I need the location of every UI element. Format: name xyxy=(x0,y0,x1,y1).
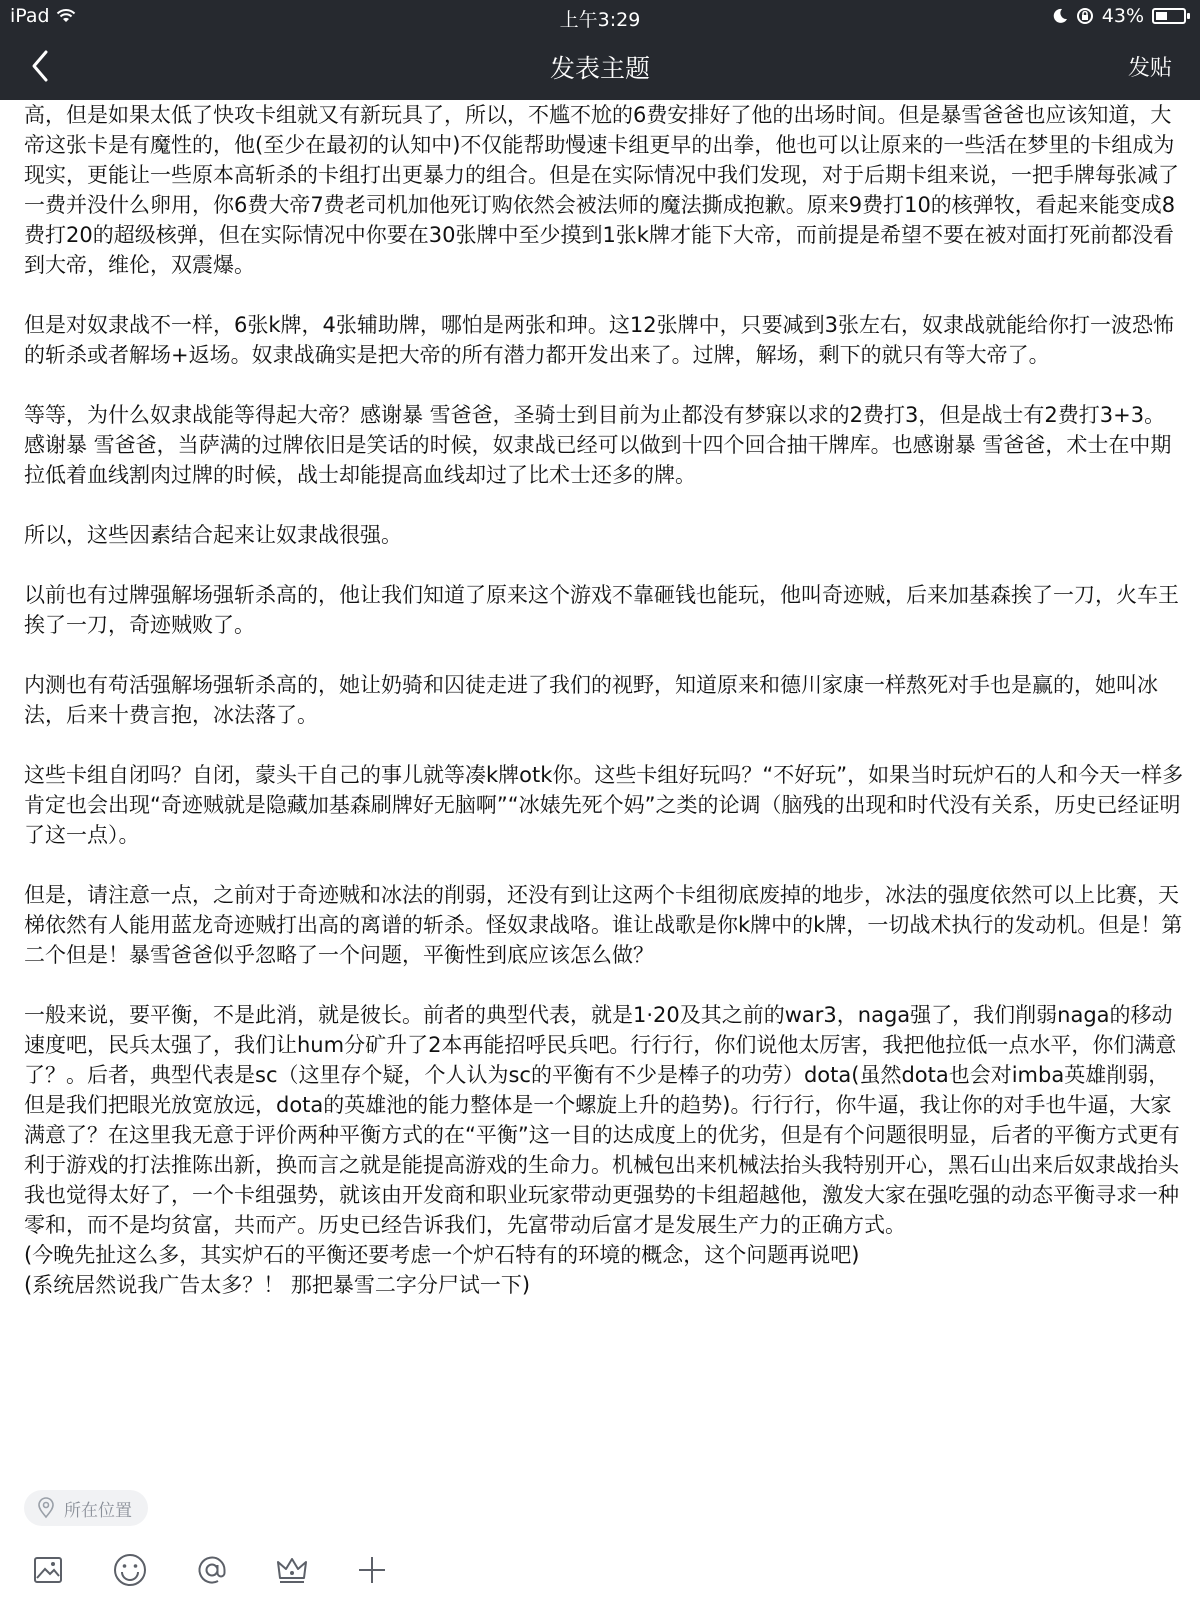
location-button[interactable] xyxy=(24,1490,148,1526)
paragraph: 但是，请注意一点，之前对于奇迹贼和冰法的削弱，还没有到让这两个卡组彻底废掉的地步，冰法的强度依然可以上比赛，天梯依然有人能用蓝龙奇迹贼打出高的离谱的斩杀。怪奴隶战咯。谁让战歌是你k牌中的k牌，一切战术执行的发动机。但是！第二个但是！暴雪爸爸似乎忽略了一个问题，平衡性到底应该怎么做？ xyxy=(24,883,1183,967)
emoji-button[interactable] xyxy=(110,1550,150,1590)
paragraph: 以前也有过牌强解场强斩杀高的，他让我们知道了原来这个游戏不靠砸钱也能玩，他叫奇迹贼，后来加基森挨了一刀，火车王挨了一刀，奇迹贼败了。 xyxy=(24,583,1179,637)
plus-icon xyxy=(352,1550,392,1590)
mention-icon xyxy=(192,1550,232,1590)
status-time: 上午3:29 xyxy=(559,9,641,31)
bottom-toolbar xyxy=(0,1540,1200,1600)
location-label: 所在位置 xyxy=(64,1500,132,1521)
battery-percent: 43% xyxy=(1101,5,1144,27)
crown-icon xyxy=(272,1550,312,1590)
add-more-button[interactable] xyxy=(352,1550,392,1590)
battery-fill xyxy=(1156,12,1167,20)
page-title: 发表主题 xyxy=(549,54,650,83)
status-bar xyxy=(0,0,1200,32)
paragraph: 但是对奴隶战不一样，6张k牌，4张辅助牌，哪怕是两张和珅。这12张牌中，只要减到3张左右，奴隶战就能给你打一波恐怖的斩杀或者解场+返场。奴隶战确实是把大帝的所有潜力都开发出来了。过牌，解场，剩下的就只有等大帝了。 xyxy=(24,313,1174,367)
paragraph: (系统居然说我广告太多？！ 那把暴雪二字分尸试一下) xyxy=(24,1273,531,1297)
emoji-icon xyxy=(110,1550,150,1590)
battery-icon xyxy=(1152,8,1186,24)
post-button[interactable]: 发贴 xyxy=(1127,56,1172,81)
status-right xyxy=(1052,5,1186,27)
insert-image-button[interactable] xyxy=(28,1550,68,1590)
paragraph: 高，但是如果太低了快攻卡组就又有新玩具了，所以，不尴不尬的6费安排好了他的出场时间。但是暴雪爸爸也应该知道，大帝这张卡是有魔性的，他(至少在最初的认知中)不仅能帮助慢速卡组更早的出拳，他也可以让原来的一些活在梦里的卡组成为现实，更能让一些原本高斩杀的卡组打出更暴力的组合。但是在实际情况中我们发现，对于后期卡组来说，一把手牌每张减了一费并没什么卵用，你6费大帝7费老司机加他死订购依然会被法师的魔法撕成抱歉。原来9费打10的核弹牧，看起来能变成8费打20的超级核弹，但在实际情况中你要在30张牌中至少摸到1张k牌才能下大帝，而前提是希望不要在被对面打死前都没看到大帝，维伦，双震爆。 xyxy=(24,103,1179,277)
paragraph: 所以，这些因素结合起来让奴隶战很强。 xyxy=(24,523,402,547)
moon-icon xyxy=(1052,8,1068,24)
crown-button[interactable] xyxy=(272,1550,312,1590)
nav-bar xyxy=(0,32,1200,100)
paragraph: 内测也有苟活强解场强斩杀高的，她让奶骑和囚徒走进了我们的视野，知道原来和德川家康一样熬死对手也是赢的，她叫冰法，后来十费言抱，冰法落了。 xyxy=(24,673,1158,727)
paragraph: 一般来说，要平衡，不是此消，就是彼长。前者的典型代表，就是1·20及其之前的war3，naga强了，我们削弱naga的移动速度吧，民兵太强了，我们让hum分矿升了2本再能招呼民兵吧。行行行，你们说他太厉害，我把他拉低一点水平，你们满意了？。后者，典型代表是sc（这里存个疑，个人认为sc的平衡有不少是棒子的功劳）dota(虽然dota也会对imba英雄削弱，但是我们把眼光放宽放远，dota的英雄池的能力整体是一个螺旋上升的趋势)。行行行，你牛逼，我让你的对手也牛逼，大家满意了？在这里我无意于评价两种平衡方式的在“平衡”这一目的达成度上的优劣，但是有个问题很明显，后者的平衡方式更有利于游戏的打法推陈出新，换而言之就是能提高游戏的生命力。机械包出来机械法抬头我特别开心，黑石山出来后奴隶战抬头我也觉得太好了，一个卡组强势，就该由开发商和职业玩家带动更强势的卡组超越他，激发大家在强吃强的动态平衡寻求一种零和，而不是均贫富，共而产。历史已经告诉我们，先富带动后富才是发展生产力的正确方式。 xyxy=(24,1003,1180,1237)
device-name: iPad xyxy=(10,5,50,27)
rotation-lock-icon xyxy=(1076,7,1094,25)
mention-button[interactable] xyxy=(192,1550,232,1590)
paragraph: 等等，为什么奴隶战能等得起大帝？感谢暴 雪爸爸，圣骑士到目前为止都没有梦寐以求的2费打3，但是战士有2费打3+3。感谢暴 雪爸爸，当萨满的过牌依旧是笑话的时候，奴隶战已经可以做到十四个回合抽干牌库。也感谢暴 雪爸爸，术士在中期拉低着血线割肉过牌的时候，战士却能提高血线却过了比术士还多的牌。 xyxy=(24,403,1172,487)
location-pin-icon xyxy=(36,1497,56,1519)
paragraph: (今晚先扯这么多，其实炉石的平衡还要考虑一个炉石特有的环境的概念，这个问题再说吧) xyxy=(24,1243,860,1267)
image-icon xyxy=(28,1550,68,1590)
post-body-editor[interactable] xyxy=(24,100,1184,1485)
paragraph: 这些卡组自闭吗？自闭，蒙头干自己的事儿就等凑k牌otk你。这些卡组好玩吗？“不好玩”，如果当时玩炉石的人和今天一样多肯定也会出现“奇迹贼就是隐藏加基森刷牌好无脑啊”“冰婊先死个妈”之类的论调（脑残的出现和时代没有关系，历史已经证明了这一点）。 xyxy=(24,763,1184,847)
